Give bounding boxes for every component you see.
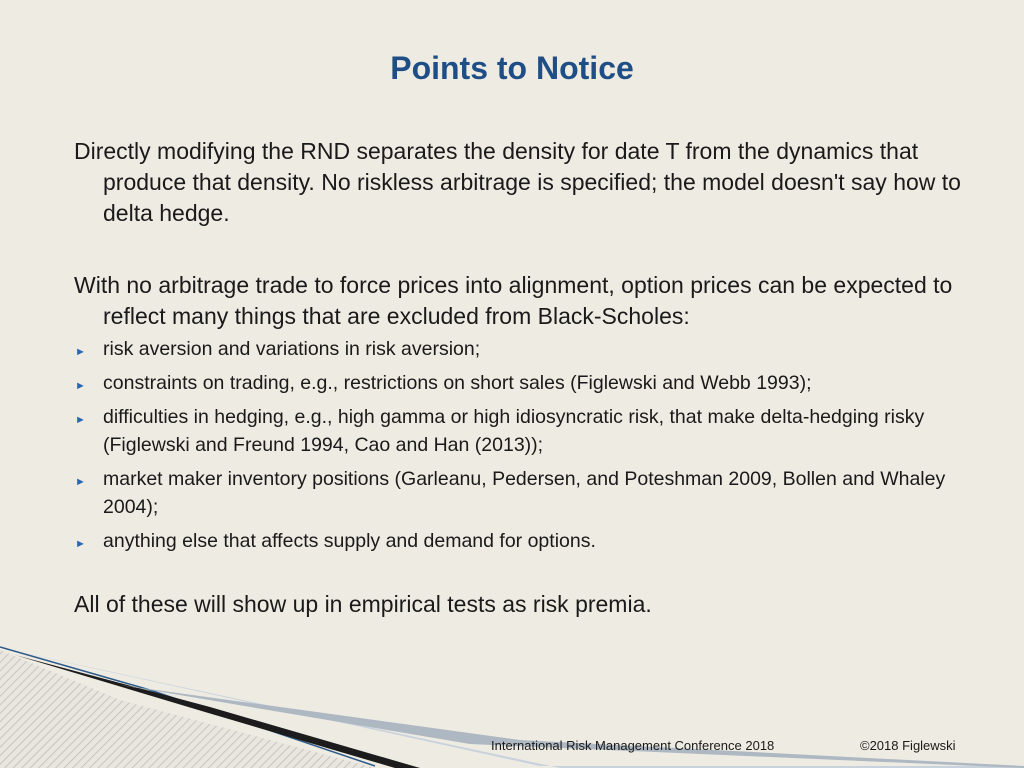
footer-conference: International Risk Management Conference 2018 [491,738,775,753]
bullet-text: risk aversion and variations in risk aversion; [103,338,481,360]
list-item [74,403,964,459]
bullet-arrow-icon: ► [75,538,86,550]
list-item [74,369,964,397]
list-item [74,465,964,521]
bullet-arrow-icon: ► [75,380,86,392]
bullet-text: difficulties in hedging, e.g., high gamma or high idiosyncratic risk, that make delta-hedging risky (Figlewski and Freund 1994, Cao and Han (2013)); [103,406,925,456]
bullet-text: market maker inventory positions (Garleanu, Pedersen, and Poteshman 2009, Bollen and Whaley 2004); [103,468,946,518]
bullet-arrow-icon: ► [75,476,86,488]
bullet-text: constraints on trading, e.g., restrictions on short sales (Figlewski and Webb 1993); [103,372,812,394]
footer-copyright: ©2018 Figlewski [860,738,956,753]
bullet-arrow-icon: ► [75,346,86,358]
bullet-list [74,335,964,561]
list-item [74,335,964,363]
slide-title: Points to Notice [390,50,634,86]
paragraph-no-arbitrage: With no arbitrage trade to force prices into alignment, option prices can be expected to reflect many things that are excluded from Black-Scholes: [74,272,953,329]
paragraph-risk-premia: All of these will show up in empirical tests as risk premia. [74,591,652,617]
paragraph-rnd: Directly modifying the RND separates the density for date T from the dynamics that produce that density. No riskless arbitrage is specified; the model doesn't say how to delta hedge. [74,138,961,226]
list-item [74,527,964,555]
bullet-text: anything else that affects supply and demand for options. [103,530,596,552]
hatched-wedge [0,650,375,768]
bullet-arrow-icon: ► [75,414,86,426]
